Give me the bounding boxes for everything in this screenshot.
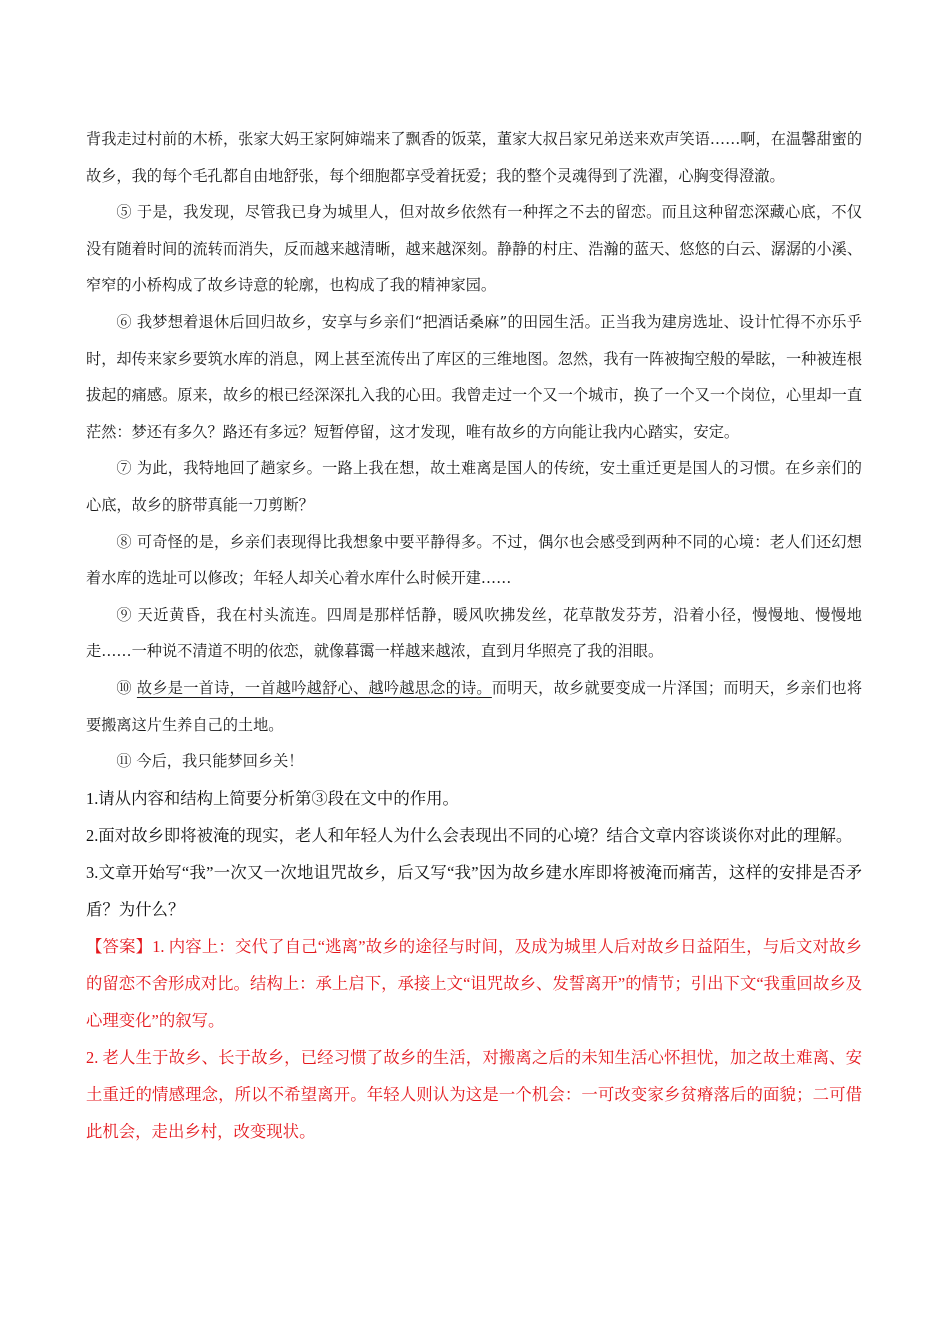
question-1: 1.请从内容和结构上简要分析第③段在文中的作用。 — [86, 788, 459, 808]
answer-2: 2. 老人生于故乡、长于故乡，已经习惯了故乡的生活，对搬离之后的未知生活心怀担忧，加之故土难离、安土重迁的情感理念，所以不希望离开。年轻人则认为这是一个机会：一可改变家乡贫瘠落后的面貌；二可借此机会，走出乡村，改变现状。 — [86, 1047, 862, 1141]
passage-paragraph-5: ⑤ 于是，我发现，尽管我已身为城里人，但对故乡依然有一种挥之不去的留恋。而且这种留恋深藏心底，不仅没有随着时间的流转而消失，反而越来越清晰，越来越深刻。静静的村庄、浩瀚的蓝天、悠悠的白云、潺潺的小溪、窄窄的小桥构成了故乡诗意的轮廓，也构成了我的精神家园。 — [86, 203, 862, 295]
passage-paragraph-11: ⑪ 今后，我只能梦回乡关！ — [116, 752, 304, 771]
question-2: 2.面对故乡即将被淹的现实，老人和年轻人为什么会表现出不同的心境？结合文章内容谈谈你对此的理解。 — [86, 825, 853, 845]
answer-tag: 【答案】 — [86, 936, 153, 956]
document-body — [86, 121, 862, 1150]
passage-paragraph-7: ⑦ 为此，我特地回了趟家乡。一路上我在想，故土难离是国人的传统，安土重迁更是国人的习惯。在乡亲们的心底，故乡的脐带真能一刀剪断？ — [86, 459, 862, 514]
passage-paragraph-6: ⑥ 我梦想着退休后回归故乡，安享与乡亲们“把酒话桑麻”的田园生活。正当我为建房选址、设计忙得不亦乐乎时，却传来家乡要筑水库的消息，网上甚至流传出了库区的三维地图。忽然，我有一阵被掏空般的晕眩，一种被连根拔起的痛感。原来，故乡的根已经深深扎入我的心田。我曾走过一个又一个城市，换了一个又一个岗位，心里却一直茫然：梦还有多久？路还有多远？短暂停留，这才发现，唯有故乡的方向能让我内心踏实，安定。 — [86, 312, 862, 441]
paragraph-10-rest: 而明天，故乡就要变成一片泽国；而明天，乡亲们也将要搬离这片生养自己的土地。 — [86, 678, 863, 734]
answer-1 — [86, 928, 862, 1039]
passage-paragraph-10 — [86, 670, 862, 743]
paragraph-10-underlined-sentence: 故乡是一首诗，一首越吟越舒心、越吟越思念的诗。 — [136, 678, 492, 697]
answer-1-text: 1. 内容上：交代了自己“逃离”故乡的途径与时间，及成为城里人后对故乡日益陌生，与后文对故乡的留恋不舍形成对比。结构上：承上启下，承接上文“诅咒故乡、发誓离开”的情节；引出下文“我重回故乡及心理变化”的叙写。 — [86, 936, 862, 1030]
passage-paragraph-continued: 背我走过村前的木桥，张家大妈王家阿婶端来了飘香的饭菜，董家大叔吕家兄弟送来欢声笑语……啊，在温馨甜蜜的故乡，我的每个毛孔都自由地舒张，每个细胞都享受着抚爱；我的整个灵魂得到了洗濯，心胸变得澄澈。 — [86, 130, 862, 185]
passage-paragraph-8: ⑧ 可奇怪的是，乡亲们表现得比我想象中要平静得多。不过，偶尔也会感受到两种不同的心境：老人们还幻想着水库的选址可以修改；年轻人却关心着水库什么时候开建…… — [86, 532, 862, 588]
passage-paragraph-9: ⑨ 天近黄昏，我在村头流连。四周是那样恬静，暖风吹拂发丝，花草散发芬芳，沿着小径，慢慢地、慢慢地走……一种说不清道不明的依恋，就像暮霭一样越来越浓，直到月华照亮了我的泪眼。 — [86, 605, 862, 661]
question-3: 3.文章开始写“我”一次又一次地诅咒故乡，后又写“我”因为故乡建水库即将被淹而痛苦，这样的安排是否矛盾？为什么？ — [86, 862, 862, 919]
paragraph-10-number: ⑩ — [116, 678, 137, 697]
